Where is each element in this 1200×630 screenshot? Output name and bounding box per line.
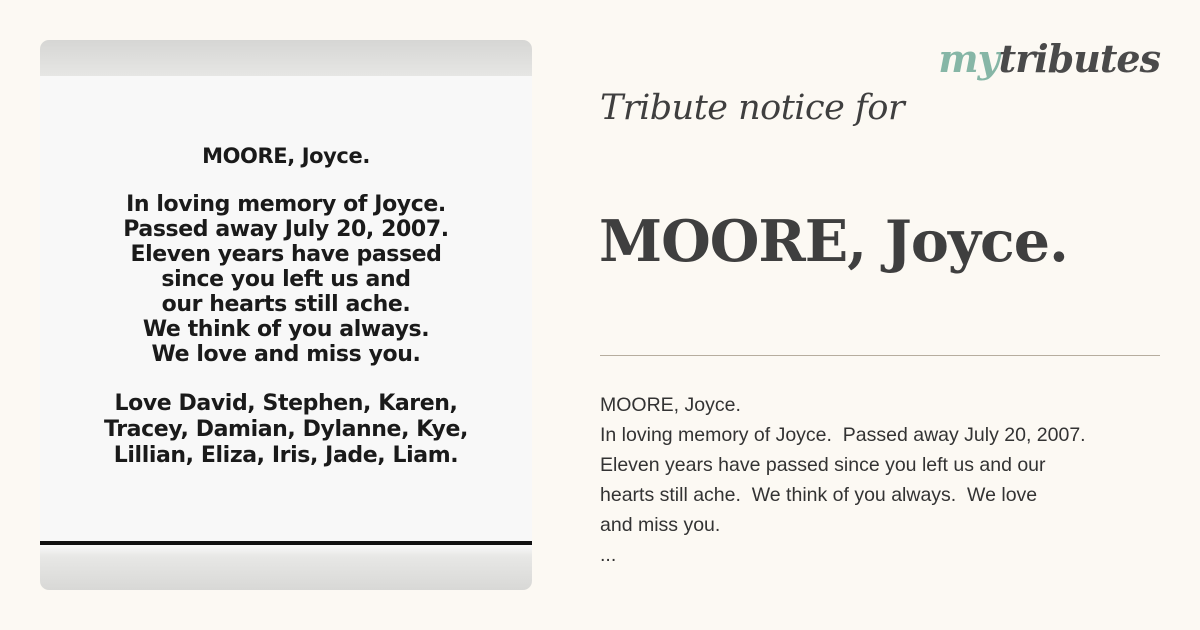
excerpt-line: hearts still ache. We think of you always. We love: [600, 484, 1038, 506]
brand-logo-prefix: my: [938, 36, 999, 81]
excerpt-line: Eleven years have passed since you left us and our: [600, 454, 1046, 476]
deceased-name: MOORE, Joyce.: [599, 208, 1068, 275]
notice-line: our hearts still ache.: [161, 292, 411, 317]
tribute-excerpt: [600, 390, 1160, 570]
notice-signoff-line: Love David, Stephen, Karen,: [114, 391, 458, 416]
notice-line: We think of you always.: [142, 317, 430, 342]
notice-heading: MOORE, Joyce.: [202, 144, 370, 168]
divider: [600, 355, 1160, 356]
notice-signoff-line: Lillian, Eliza, Iris, Jade, Liam.: [113, 443, 459, 468]
notice-image: [40, 40, 532, 590]
notice-bottom-rule: [40, 541, 532, 545]
notice-line: We love and miss you.: [151, 342, 421, 367]
notice-line: Passed away July 20, 2007.: [123, 217, 449, 242]
notice-line: since you left us and: [161, 267, 411, 292]
notice-line: In loving memory of Joyce.: [126, 192, 446, 217]
excerpt-ellipsis: ...: [600, 544, 617, 566]
brand-logo[interactable]: [938, 36, 1160, 81]
page-subtitle: Tribute notice for: [600, 88, 905, 128]
excerpt-line: In loving memory of Joyce. Passed away July 20, 2007.: [600, 424, 1086, 446]
brand-logo-suffix: tributes: [998, 36, 1160, 81]
excerpt-line: MOORE, Joyce.: [600, 394, 741, 416]
notice-text: [40, 142, 532, 469]
excerpt-line: and miss you.: [600, 514, 721, 536]
notice-signoff-line: Tracey, Damian, Dylanne, Kye,: [104, 417, 468, 442]
notice-line: Eleven years have passed: [130, 242, 442, 267]
